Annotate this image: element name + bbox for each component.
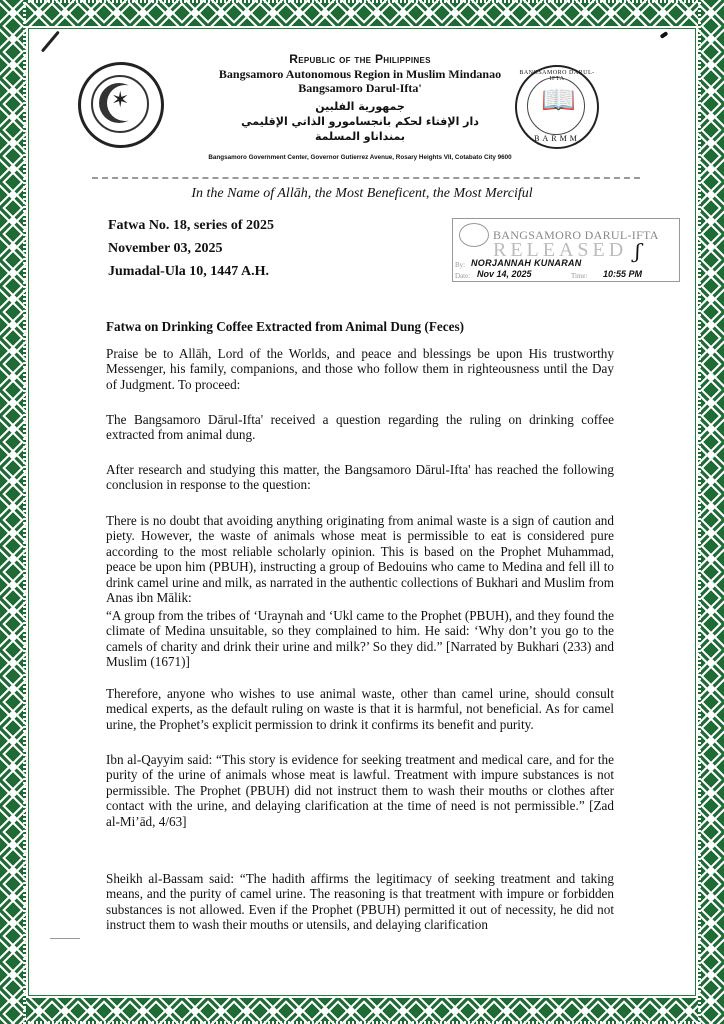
barmm-seal-icon	[78, 62, 164, 148]
decorative-border-left	[0, 0, 26, 1024]
quran-stand-icon: 📖	[541, 85, 576, 116]
margin-dash	[50, 938, 80, 939]
paragraph: There is no doubt that avoiding anything originating from animal waste is a sign of caution and piety. However, the waste of animals whose meat is permissible to eat is considered pure according to the most reliable scholarly opinion. This is based on the Prophet Muhammad, peace be upon him (PBUH), instructing a group of Bedouins who came to Medina and fell ill to drink camel urine and milk, as narrated in the authentic collections of Bukhari and Muslim from Anas ibn Mālik:	[106, 513, 614, 606]
fatwa-number: Fatwa No. 18, series of 2025	[108, 218, 275, 233]
stamp-office: BANGSAMORO DARUL-IFTA	[493, 228, 659, 242]
stamp-status: RELEASED	[493, 239, 628, 261]
paragraph: After research and studying this matter, the Bangsamoro Dārul-Ifta' has reached the following conclusion in response to the question:	[106, 462, 614, 493]
header-arabic-line-2: دار الإفتاء لحكم بانجسامورو الذاتي الإقليمي	[241, 115, 479, 128]
stamp-time: 10:55 PM	[603, 269, 643, 279]
stamp-date-label: Date:	[455, 272, 471, 280]
paragraph: The Bangsamoro Dārul-Ifta' received a question regarding the ruling on drinking coffee extracted from animal dung.	[106, 412, 614, 443]
paragraph: Therefore, anyone who wishes to use animal waste, other than camel urine, should consult medical experts, as the default ruling on waste is that it is harmful, not beneficial. As for camel urine, the Prophet’s explicit permission to drink it confirms its benefit and purity.	[106, 686, 614, 732]
paragraph: Praise be to Allāh, Lord of the Worlds, and peace and blessings be upon His trustworthy Messenger, his family, companions, and those who follow them in righteousness until the Day of Judgment. To proceed:	[106, 346, 614, 392]
bismillah: In the Name of Allāh, the Most Beneficent, the Most Merciful	[191, 186, 533, 201]
header-arabic-line-1: جمهورية الفلبين	[315, 100, 405, 113]
paragraph: Sheikh al-Bassam said: “The hadith affirms the legitimacy of seeking treatment and taking means, and the purity of camel urine. The reasoning is that treatment with impure or forbidden substances is not allowed. Even if the Prophet (PBUH) permitted it out of necessity, he did not instruct them to wash their mouths or utensils, and delaying clarification	[106, 871, 614, 933]
decorative-border-top	[0, 0, 724, 26]
document-title: Fatwa on Drinking Coffee Extracted from Animal Dung (Feces)	[106, 319, 464, 334]
stamp-by-label: By:	[455, 261, 466, 269]
header-republic: Republic of the Philippines	[289, 52, 431, 66]
released-stamp	[452, 218, 680, 282]
hijri-date: Jumadal-Ula 10, 1447 A.H.	[108, 264, 270, 279]
stamp-released-by: NORJANNAH KUNARAN	[471, 258, 582, 268]
stamp-time-label: Time:	[571, 272, 588, 280]
header-address: Bangsamoro Government Center, Governor Gutierrez Avenue, Rosary Heights VII, Cotabato City 9600	[208, 154, 512, 161]
seal-text: BANGSAMORO DARUL-IFTA	[519, 70, 595, 82]
decorative-border-right	[698, 0, 724, 1024]
header-divider	[92, 177, 640, 180]
stamp-seal-icon	[459, 223, 489, 247]
seal-bottom-text: BARMM	[534, 134, 580, 143]
star-icon: ✶	[111, 87, 130, 112]
header-arabic-line-3: بمنداناو المسلمة	[314, 130, 406, 143]
decorative-border-bottom	[0, 998, 724, 1024]
document-date: November 03, 2025	[108, 241, 223, 256]
paragraph: “A group from the tribes of ‘Uraynah and ‘Ukl came to the Prophet (PBUH), and they found the climate of Medina unsuitable, so they complained to him. He said: ‘Why don’t you go to the camels of charity and drink their urine and milk?’ So they did.” [Narrated by Bukhari (233) and Muslim (1671)]	[106, 608, 614, 670]
paragraph: Ibn al-Qayyim said: “This story is evidence for seeking treatment and medical care, and for the purity of the urine of animals whose meat is lawful. Treatment with impure substances is not permissible. The Prophet (PBUH) did not instruct them to wash their mouths or clothes after contact with the urine, and delaying clarification at the time of need is not permissible.” [Zad al-Mi’ād, 4/63]	[106, 752, 614, 829]
stamp-date: Nov 14, 2025	[477, 269, 532, 279]
header-office: Bangsamoro Darul-Ifta'	[298, 81, 422, 95]
header-region: Bangsamoro Autonomous Region in Muslim Mindanao	[218, 67, 502, 81]
inner-frame-line	[28, 28, 696, 996]
signature-icon: ʃ	[635, 239, 641, 263]
